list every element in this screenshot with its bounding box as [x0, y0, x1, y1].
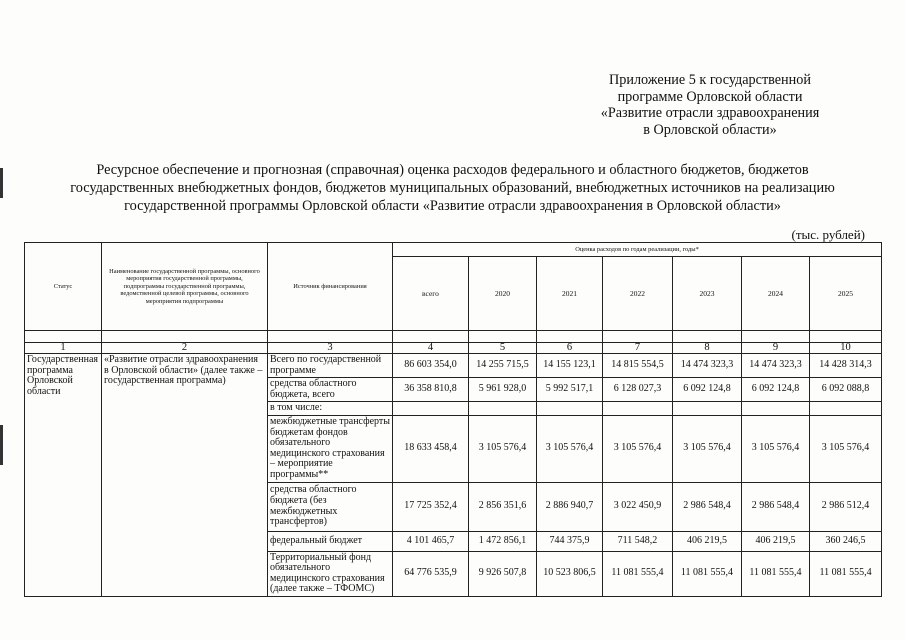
value-cell: 18 633 458,4 [393, 415, 469, 482]
units-label: (тыс. рублей) [791, 227, 865, 242]
value-cell: 360 246,5 [810, 531, 882, 551]
source-cell: федеральный бюджет [268, 531, 393, 551]
value-cell: 5 961 928,0 [469, 378, 537, 402]
value-cell: 1 472 856,1 [469, 531, 537, 551]
value-cell [537, 402, 603, 416]
column-number: 9 [742, 343, 810, 354]
source-cell: в том числе: [268, 402, 393, 416]
header-year: 2020 [469, 257, 537, 331]
value-cell: 2 986 548,4 [673, 482, 742, 531]
column-number: 7 [603, 343, 673, 354]
appendix-line: Приложение 5 к государственной [609, 72, 811, 88]
value-cell: 64 776 535,9 [393, 551, 469, 596]
value-cell: 4 101 465,7 [393, 531, 469, 551]
appendix-line: в Орловской области» [643, 121, 777, 138]
table-row [25, 354, 882, 378]
value-cell [742, 402, 810, 416]
title-line: государственных внебюджетных фондов, бюджетов муниципальных образований, внебюджетных источников на реализацию [70, 180, 835, 196]
value-cell [810, 402, 882, 416]
header-source: Источник финансирования [268, 243, 393, 331]
value-cell: 11 081 555,4 [603, 551, 673, 596]
header-year: 2024 [742, 257, 810, 331]
value-cell: 6 128 027,3 [603, 378, 673, 402]
value-cell: 5 992 517,1 [537, 378, 603, 402]
value-cell: 3 105 576,4 [742, 415, 810, 482]
column-number-row [25, 343, 882, 354]
value-cell: 9 926 507,8 [469, 551, 537, 596]
table-body [25, 354, 882, 597]
scan-edge-mark [0, 425, 3, 465]
column-number: 4 [393, 343, 469, 354]
value-cell [673, 402, 742, 416]
value-cell: 6 092 124,8 [742, 378, 810, 402]
header-estimate: Оценка расходов по годам реализации, годы* [393, 243, 882, 257]
value-cell [469, 402, 537, 416]
source-cell: средства областного бюджета (без межбюджетных трансфертов) [268, 482, 393, 531]
column-number: 1 [25, 343, 102, 354]
header-name: Наименование государственной программы, основного мероприятия государственной программы, подпрограммы государственной программы, ведомственной целевой программы, основного мероприятия подпрограммы [102, 243, 268, 331]
title-line: государственной программы Орловской области «Развитие отрасли здравоохранения в Орловской области» [124, 198, 781, 214]
value-cell: 6 092 124,8 [673, 378, 742, 402]
header-total: всего [393, 257, 469, 331]
value-cell: 3 022 450,9 [603, 482, 673, 531]
header-status: Статус [25, 243, 102, 331]
value-cell: 17 725 352,4 [393, 482, 469, 531]
source-cell: Территориальный фонд обязательного медицинского страхования (далее также – ТФОМС) [268, 551, 393, 596]
value-cell: 11 081 555,4 [742, 551, 810, 596]
value-cell: 14 474 323,3 [742, 354, 810, 378]
column-number: 2 [102, 343, 268, 354]
value-cell: 2 986 512,4 [810, 482, 882, 531]
value-cell: 3 105 576,4 [810, 415, 882, 482]
header-year: 2025 [810, 257, 882, 331]
value-cell: 86 603 354,0 [393, 354, 469, 378]
value-cell: 2 986 548,4 [742, 482, 810, 531]
document-title [10, 161, 895, 215]
value-cell: 2 886 940,7 [537, 482, 603, 531]
value-cell: 3 105 576,4 [537, 415, 603, 482]
value-cell: 406 219,5 [742, 531, 810, 551]
appendix-line: программе Орловской области [617, 88, 803, 105]
value-cell: 711 548,2 [603, 531, 673, 551]
spacer-row [25, 331, 882, 343]
value-cell: 14 155 123,1 [537, 354, 603, 378]
source-cell: средства областного бюджета, всего [268, 378, 393, 402]
value-cell: 3 105 576,4 [673, 415, 742, 482]
header-year: 2021 [537, 257, 603, 331]
value-cell: 3 105 576,4 [469, 415, 537, 482]
title-line: Ресурсное обеспечение и прогнозная (справочная) оценка расходов федерального и областного бюджетов, бюджетов [96, 162, 809, 178]
value-cell: 3 105 576,4 [603, 415, 673, 482]
value-cell: 744 375,9 [537, 531, 603, 551]
value-cell [393, 402, 469, 416]
value-cell: 11 081 555,4 [673, 551, 742, 596]
column-number: 6 [537, 343, 603, 354]
status-cell: Государственная программа Орловской области [25, 354, 102, 597]
value-cell: 11 081 555,4 [810, 551, 882, 596]
value-cell: 6 092 088,8 [810, 378, 882, 402]
program-name-cell: «Развитие отрасли здравоохранения в Орловской области» (далее также – государственная программа) [102, 354, 268, 597]
column-number: 8 [673, 343, 742, 354]
header-year: 2023 [673, 257, 742, 331]
column-number: 3 [268, 343, 393, 354]
column-number: 10 [810, 343, 882, 354]
value-cell: 406 219,5 [673, 531, 742, 551]
value-cell: 14 428 314,3 [810, 354, 882, 378]
appendix-heading [560, 72, 860, 138]
value-cell: 10 523 806,5 [537, 551, 603, 596]
value-cell [603, 402, 673, 416]
value-cell: 36 358 810,8 [393, 378, 469, 402]
value-cell: 2 856 351,6 [469, 482, 537, 531]
value-cell: 14 474 323,3 [673, 354, 742, 378]
value-cell: 14 255 715,5 [469, 354, 537, 378]
header-row [25, 243, 882, 257]
resource-table [24, 242, 882, 597]
source-cell: межбюджетные трансферты бюджетам фондов обязательного медицинского страхования – мероприятие программы** [268, 415, 393, 482]
header-year: 2022 [603, 257, 673, 331]
source-cell: Всего по государственной программе [268, 354, 393, 378]
column-number: 5 [469, 343, 537, 354]
value-cell: 14 815 554,5 [603, 354, 673, 378]
scan-edge-mark [0, 168, 3, 198]
appendix-line: «Развитие отрасли здравоохранения [600, 105, 820, 121]
